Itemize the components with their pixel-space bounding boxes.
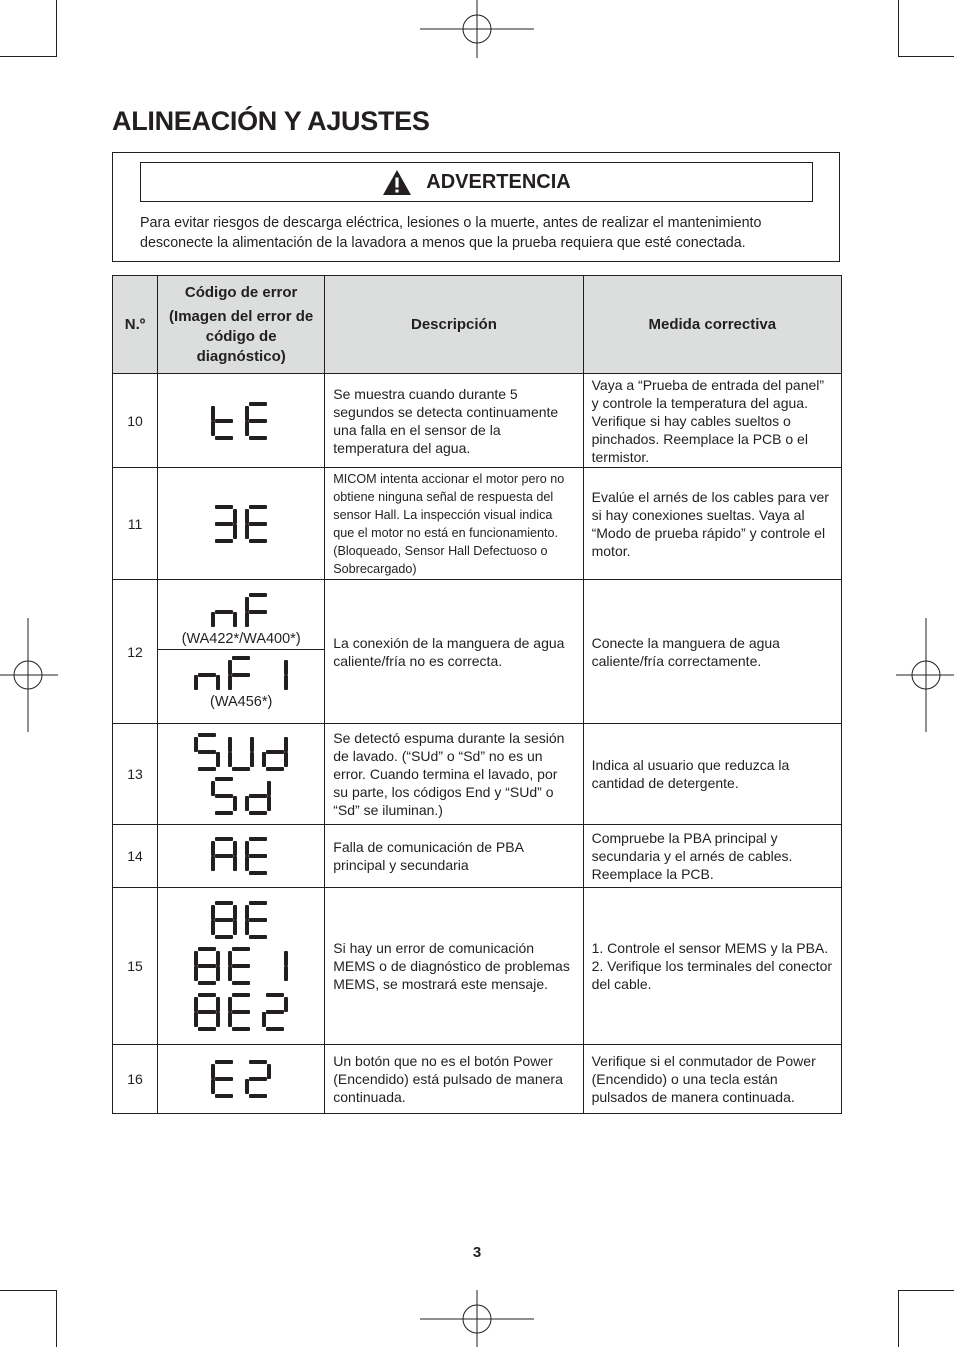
registration-mark-top (420, 0, 534, 60)
digit-segment (228, 966, 232, 981)
segment-digit (211, 837, 237, 871)
digit-segment (233, 509, 237, 524)
description-cell: MICOM intenta accionar el motor pero no obtiene ninguna señal de respuesta del sensor Hall. La inspección visual indica que el motor no está en funcionamiento. (Bloqueado, Sensor Hall Defectuoso o Sobrecargado) (325, 468, 583, 580)
action-cell: Compruebe la PBA principal y secundaria y el arnés de cables. Reemplace la PCB. (583, 825, 841, 888)
digit-segment (249, 1094, 267, 1098)
digit-segment (249, 539, 267, 543)
digit-segment (249, 854, 267, 858)
digit-segment (211, 920, 215, 935)
digit-segment (232, 964, 250, 968)
table-row (113, 1045, 842, 1114)
action-cell: Vaya a “Prueba de entrada del panel” y controle la temperatura del agua. Verifique si hay cables sueltos o pinchados. Reemplace la PCB o el termistor. (583, 374, 841, 468)
crop-mark (898, 56, 954, 57)
crop-mark (0, 56, 57, 57)
digit-segment (232, 767, 250, 771)
digit-segment (215, 1094, 233, 1098)
digit-segment (262, 752, 266, 767)
error-code-display (194, 656, 288, 694)
segment-digit (245, 901, 267, 939)
error-code-display (211, 901, 271, 939)
digit-segment (232, 947, 250, 951)
row-number: 15 (113, 888, 158, 1045)
digit-segment (215, 436, 233, 440)
digit-segment (194, 737, 198, 752)
error-code-cell (158, 888, 325, 1045)
digit-segment (249, 871, 267, 875)
description-cell: Falla de comunicación de PBA principal y secundaria (325, 825, 583, 888)
segment-digit (194, 993, 220, 1031)
segment-digit (194, 733, 220, 771)
digit-segment (266, 1027, 284, 1031)
digit-segment (198, 767, 216, 771)
digit-segment (245, 612, 249, 627)
crop-mark (898, 1290, 954, 1291)
digit-segment (232, 1027, 250, 1031)
digit-segment (194, 675, 198, 690)
digit-segment (249, 918, 267, 922)
digit-segment (233, 796, 237, 811)
digit-segment (211, 406, 215, 421)
digit-segment (266, 750, 284, 754)
error-code-display (211, 593, 271, 631)
digit-segment (211, 1064, 215, 1079)
digit-segment (228, 675, 232, 690)
action-cell: Verifique si el conmutador de Power (Encendido) o una tecla están pulsados de manera continuada. (583, 1045, 841, 1114)
digit-segment (216, 1012, 220, 1027)
row-number: 13 (113, 724, 158, 825)
digit-segment (232, 673, 250, 677)
crop-mark (0, 1290, 57, 1291)
digit-segment (284, 737, 288, 752)
digit-segment (228, 1012, 232, 1027)
digit-segment (249, 522, 267, 526)
digit-segment (284, 675, 288, 690)
digit-segment (245, 421, 249, 436)
digit-segment (228, 752, 232, 767)
error-code-display (211, 1060, 271, 1098)
error-code-cell (158, 1045, 325, 1114)
description-cell: Se detectó espuma durante la sesión de lavado. (“SUd” o “Sd” no es un error. Cuando termina el lavado, por su parte, los códigos End y “SUd” o “Sd” se iluminan.) (325, 724, 583, 825)
digit-segment (245, 597, 249, 612)
digit-segment (249, 1077, 267, 1081)
digit-segment (233, 856, 237, 871)
error-code-display (194, 993, 288, 1031)
digit-segment (198, 947, 216, 951)
error-code-table (112, 275, 842, 1114)
row-number: 14 (113, 825, 158, 888)
digit-segment (215, 811, 233, 815)
digit-segment (198, 993, 216, 997)
digit-segment (284, 951, 288, 966)
digit-segment (245, 509, 249, 524)
digit-segment (228, 997, 232, 1012)
description-cell: Un botón que no es el botón Power (Encendido) está pulsado de manera continuada. (325, 1045, 583, 1114)
warning-header (140, 162, 813, 202)
warning-title: ADVERTENCIA (426, 170, 571, 193)
description-cell: La conexión de la manguera de agua caliente/fría no es correcta. (325, 580, 583, 724)
digit-segment (216, 951, 220, 966)
digit-segment (232, 1010, 250, 1014)
segment-digit (284, 951, 288, 981)
digit-segment (267, 781, 271, 796)
error-code-display (194, 947, 288, 985)
action-cell: Conecte la manguera de agua caliente/fría correctamente. (583, 580, 841, 724)
segment-digit (211, 610, 237, 627)
row-number: 12 (113, 580, 158, 724)
digit-segment (266, 1010, 284, 1014)
digit-segment (211, 856, 215, 871)
digit-segment (284, 660, 288, 675)
digit-segment (198, 964, 216, 968)
table-row (113, 724, 842, 825)
digit-segment (232, 656, 250, 660)
action-cell: Indica al usuario que reduzca la cantidad de detergente. (583, 724, 841, 825)
digit-segment (250, 737, 254, 752)
segment-digit (262, 993, 288, 1031)
action-step: 2. Verifique los terminales del conector del cable. (591, 958, 833, 992)
digit-segment (194, 997, 198, 1012)
digit-segment (215, 935, 233, 939)
segment-digit (228, 947, 250, 985)
digit-segment (249, 402, 267, 406)
digit-segment (249, 901, 267, 905)
page-number: 3 (472, 1244, 482, 1261)
digit-segment (249, 935, 267, 939)
digit-segment (249, 794, 267, 798)
segment-digit (211, 406, 233, 440)
table-row (113, 468, 842, 580)
error-code-cell (158, 468, 325, 580)
table-row (113, 825, 842, 888)
digit-segment (233, 612, 237, 627)
warning-box (112, 152, 840, 262)
digit-segment (216, 752, 220, 767)
digit-segment (267, 796, 271, 811)
digit-segment (250, 752, 254, 767)
digit-segment (215, 777, 233, 781)
page-title: ALINEACIÓN Y AJUSTES (112, 106, 430, 136)
digit-segment (198, 981, 216, 985)
digit-segment (215, 610, 233, 614)
digit-segment (198, 750, 216, 754)
digit-segment (249, 505, 267, 509)
row-number: 10 (113, 374, 158, 468)
digit-segment (194, 966, 198, 981)
description-cell: Si hay un error de comunicación MEMS o de diagnóstico de problemas MEMS, se mostrará este mensaje. (325, 888, 583, 1045)
digit-segment (198, 1027, 216, 1031)
header-code-line1: Código de error (184, 283, 298, 301)
digit-segment (211, 841, 215, 856)
registration-mark-bottom (420, 1290, 534, 1347)
digit-segment (228, 660, 232, 675)
digit-segment (284, 997, 288, 1012)
segment-digit (228, 656, 250, 690)
header-code (158, 276, 325, 374)
digit-segment (245, 524, 249, 539)
error-code-cell (158, 580, 325, 724)
digit-segment (245, 1079, 249, 1094)
digit-segment (198, 673, 216, 677)
digit-segment (215, 539, 233, 543)
segment-digit (245, 781, 271, 815)
error-code-display (211, 777, 271, 815)
description-cell: Se muestra cuando durante 5 segundos se detecta continuamente una falla en el sensor de la temperatura del agua. (325, 374, 583, 468)
row-number: 16 (113, 1045, 158, 1114)
digit-segment (215, 794, 233, 798)
digit-segment (215, 854, 233, 858)
digit-segment (215, 837, 233, 841)
segment-digit (284, 660, 288, 690)
crop-mark (56, 0, 57, 57)
digit-segment (245, 920, 249, 935)
digit-segment (228, 951, 232, 966)
row-number: 11 (113, 468, 158, 580)
segment-digit (245, 837, 267, 875)
header-action: Medida correctiva (583, 276, 841, 374)
segment-digit (262, 737, 288, 771)
action-cell: Evalúe el arnés de los cables para ver si hay conexiones sueltas. Vaya al “Modo de prueba rápido” y controle el motor. (583, 468, 841, 580)
digit-segment (245, 856, 249, 871)
crop-mark (898, 0, 899, 57)
table-row (113, 374, 842, 468)
segment-digit (215, 505, 237, 543)
digit-segment (245, 796, 249, 811)
registration-mark-left (0, 618, 58, 732)
digit-segment (215, 1060, 233, 1064)
digit-segment (284, 752, 288, 767)
digit-segment (194, 1012, 198, 1027)
header-num: N.º (113, 276, 158, 374)
digit-segment (211, 421, 215, 436)
digit-segment (233, 524, 237, 539)
segment-digit (211, 1060, 233, 1098)
digit-segment (233, 905, 237, 920)
digit-segment (215, 522, 233, 526)
digit-segment (228, 737, 232, 752)
action-cell (583, 888, 841, 1045)
digit-segment (216, 966, 220, 981)
model-variant-label: (WA422*/WA400*) (181, 631, 301, 647)
segment-digit (245, 402, 267, 440)
digit-segment (215, 419, 233, 423)
error-code-cell (158, 374, 325, 468)
segment-digit (245, 505, 267, 543)
digit-segment (211, 1079, 215, 1094)
digit-segment (216, 675, 220, 690)
digit-segment (249, 436, 267, 440)
digit-segment (245, 841, 249, 856)
error-code-cell (158, 724, 325, 825)
segment-digit (211, 777, 237, 815)
crop-mark (56, 1290, 57, 1347)
model-variant-label: (WA456*) (210, 694, 273, 710)
variant-divider (158, 649, 324, 710)
digit-segment (198, 733, 216, 737)
segment-digit (245, 1060, 271, 1098)
digit-segment (233, 920, 237, 935)
segment-digit (194, 947, 220, 985)
header-description: Descripción (325, 276, 583, 374)
table-header-row (113, 276, 842, 374)
digit-segment (266, 993, 284, 997)
digit-segment (232, 981, 250, 985)
digit-segment (245, 406, 249, 421)
segment-digit (228, 993, 250, 1031)
digit-segment (249, 419, 267, 423)
header-code-line2: (Imagen del error de código de diagnóstico) (169, 307, 314, 365)
error-code-display (194, 733, 288, 771)
error-code-display (211, 837, 271, 875)
warning-text: Para evitar riesgos de descarga eléctrica, lesiones o la muerte, antes de realizar el mantenimiento desconecte la alimentación de la lavadora a menos que la prueba requiera que esté conectada. (140, 215, 762, 251)
digit-segment (215, 1077, 233, 1081)
digit-segment (262, 1012, 266, 1027)
digit-segment (249, 610, 267, 614)
error-code-display (211, 402, 271, 440)
digit-segment (233, 841, 237, 856)
digit-segment (194, 951, 198, 966)
digit-segment (249, 1060, 267, 1064)
warning-triangle-icon (382, 169, 412, 196)
digit-segment (215, 918, 233, 922)
segment-digit (228, 737, 254, 771)
segment-digit (194, 673, 220, 690)
error-code-display (211, 505, 271, 543)
digit-segment (211, 905, 215, 920)
table-row (113, 888, 842, 1045)
digit-segment (249, 811, 267, 815)
digit-segment (216, 997, 220, 1012)
registration-mark-right (896, 618, 954, 732)
digit-segment (211, 612, 215, 627)
digit-segment (249, 593, 267, 597)
digit-segment (232, 993, 250, 997)
table-row (113, 580, 842, 724)
digit-segment (245, 905, 249, 920)
segment-digit (245, 593, 267, 627)
action-step: 1. Controle el sensor MEMS y la PBA. (591, 940, 829, 956)
digit-segment (284, 966, 288, 981)
segment-digit (211, 901, 237, 939)
crop-mark (898, 1290, 899, 1347)
digit-segment (267, 1064, 271, 1079)
digit-segment (215, 901, 233, 905)
error-code-cell (158, 825, 325, 888)
digit-segment (198, 1010, 216, 1014)
digit-segment (215, 505, 233, 509)
digit-segment (249, 837, 267, 841)
digit-segment (266, 767, 284, 771)
digit-segment (211, 781, 215, 796)
